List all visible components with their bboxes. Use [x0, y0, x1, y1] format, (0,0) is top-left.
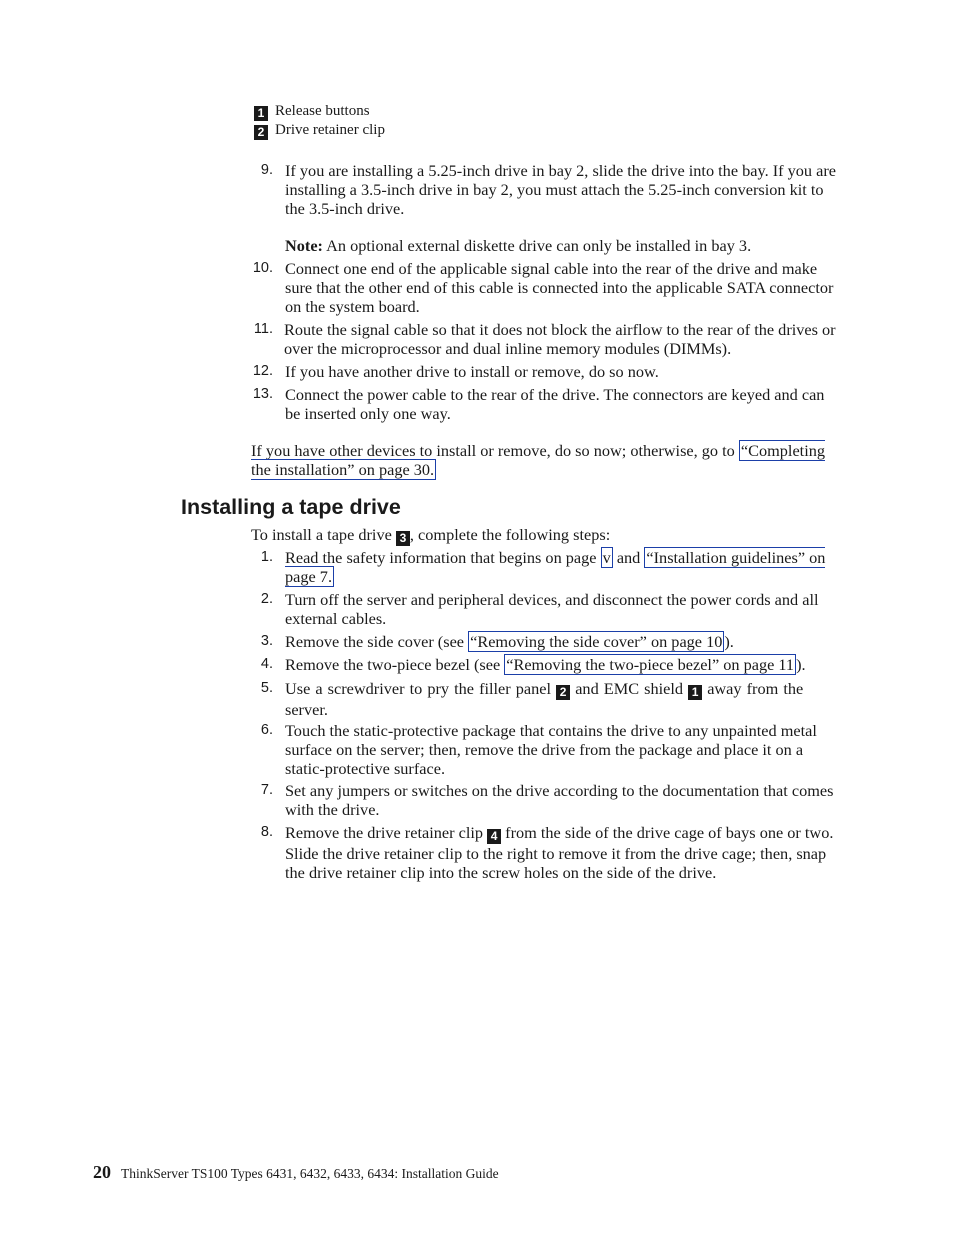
note-text: An optional external diskette drive can only be installed in bay 3. — [326, 236, 752, 255]
step-text: Remove the drive retainer clip — [285, 823, 484, 842]
removing-two-piece-bezel-link[interactable]: “Removing the two-piece bezel” on page 11 — [506, 655, 795, 674]
step-number: 4. — [260, 656, 273, 672]
step-number: 2. — [260, 591, 273, 607]
step-number: 7. — [260, 782, 273, 798]
step-text: ). — [796, 655, 806, 674]
step-number: 8. — [260, 824, 273, 840]
step-text: and EMC shield — [575, 679, 684, 698]
step-text: ). — [724, 632, 734, 651]
step-text: from the side of the drive cage of bays one or two. Slide the drive retainer clip to the right to remove it from the drive cage; then, snap the drive retainer clip into the screw holes on the side of the drive. — [285, 823, 834, 882]
legend-label: Release buttons — [275, 103, 370, 119]
step-10 — [250, 259, 840, 316]
step-text: Use a screwdriver to pry the filler panel — [285, 679, 552, 698]
page-footer — [93, 1162, 499, 1184]
step-number: 12. — [252, 363, 273, 379]
step-text: Touch the static-protective package that contains the drive to any unpainted metal surface on the server; then, remove the drive from the package and place it on a static-protective surface. — [285, 721, 817, 778]
installation-guidelines-link[interactable]: “Installation guidelines” on page 7. — [285, 548, 826, 586]
step-number: 5. — [260, 680, 273, 696]
step-number: 9. — [260, 162, 273, 178]
step-13 — [250, 385, 840, 423]
step-12 — [250, 362, 840, 381]
intro-before: To install a tape drive — [251, 525, 392, 544]
step-text: Connect the power cable to the rear of the drive. The connectors are keyed and can be inserted only one way. — [285, 385, 825, 423]
page-number: 20 — [93, 1162, 111, 1182]
step-text: Connect one end of the applicable signal cable into the rear of the drive and make sure that the other end of this cable is connected into the applicable SATA connector on the system board. — [285, 259, 834, 316]
legend-label: Drive retainer clip — [275, 122, 385, 138]
section-heading: Installing a tape drive — [181, 495, 401, 519]
other-devices-text: If you have other devices to install or remove, do so now; otherwise, go to — [251, 441, 735, 460]
step-text: Set any jumpers or switches on the drive according to the documentation that comes with the drive. — [285, 781, 834, 819]
step-number: 11. — [253, 321, 273, 337]
intro-after: , complete the following steps: — [409, 525, 611, 544]
step-1 — [250, 548, 840, 586]
step-text: If you have another drive to install or remove, do so now. — [285, 362, 659, 381]
callout-badge-3: 3 — [396, 531, 410, 546]
callout-badge-1: 1 — [254, 106, 268, 121]
step-5 — [250, 679, 840, 719]
callout-badge-2: 2 — [254, 125, 268, 140]
step-9 — [250, 161, 840, 218]
legend-item-release-buttons — [254, 102, 370, 121]
step-number: 10. — [252, 260, 273, 276]
step-text: away from the server. — [285, 679, 804, 719]
step-3 — [250, 632, 840, 651]
step-7 — [250, 781, 840, 819]
removing-side-cover-link[interactable]: “Removing the side cover” on page 10 — [470, 632, 723, 651]
step-text: Read the safety information that begins on page — [285, 548, 597, 567]
step-text: Remove the side cover (see — [285, 632, 465, 651]
step-text: Remove the two-piece bezel (see — [285, 655, 501, 674]
intro-paragraph — [251, 525, 841, 546]
completing-installation-link[interactable]: “Completing the installation” on page 30. — [251, 441, 825, 479]
step-4 — [250, 655, 850, 674]
step-number: 6. — [260, 722, 273, 738]
step-2 — [250, 590, 840, 628]
step-number: 1. — [260, 549, 273, 565]
callout-badge-4: 4 — [487, 829, 501, 844]
step-text: and — [616, 548, 641, 567]
legend-item-drive-retainer-clip — [254, 121, 385, 140]
note-label: Note: — [285, 236, 323, 255]
step-text: If you are installing a 5.25-inch drive in bay 2, slide the drive into the bay. If you are installing a 3.5-inch drive in bay 2, you must attach the 5.25-inch conversion kit to the 3.5-inch drive. — [285, 161, 836, 218]
step-number: 3. — [260, 633, 273, 649]
step-8 — [250, 823, 840, 882]
step-text: Route the signal cable so that it does not block the airflow to the rear of the drives or over the microprocessor and dual inline memory modules (DIMMs). — [284, 320, 836, 358]
note — [250, 236, 840, 255]
page-v-link[interactable]: v — [602, 548, 611, 567]
other-devices-paragraph — [251, 441, 841, 479]
step-number: 13. — [252, 386, 273, 402]
callout-badge-1: 1 — [688, 685, 702, 700]
footer-title: ThinkServer TS100 Types 6431, 6432, 6433, 6434: Installation Guide — [121, 1166, 499, 1181]
callout-badge-2: 2 — [556, 685, 570, 700]
step-11 — [250, 320, 850, 358]
step-6 — [250, 721, 840, 778]
step-text: Turn off the server and peripheral devices, and disconnect the power cords and all external cables. — [285, 590, 819, 628]
